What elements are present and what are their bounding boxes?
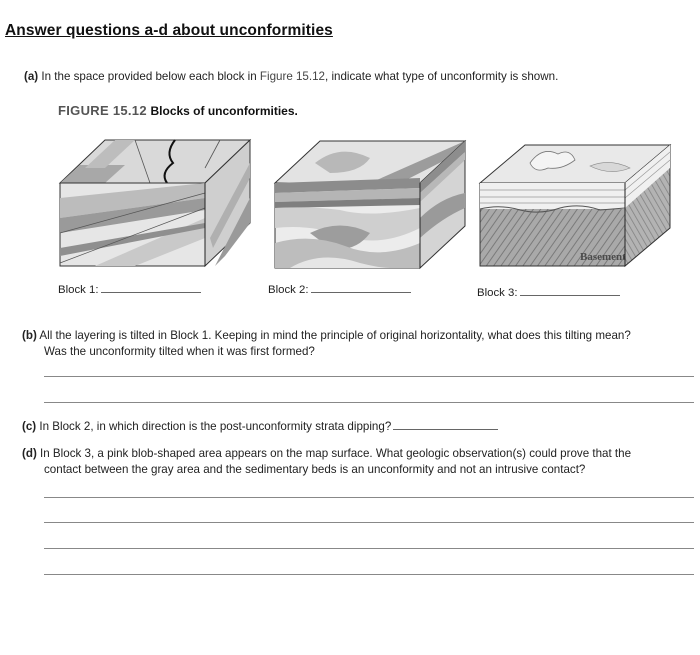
block-2-label-text: Block 2: — [268, 284, 309, 296]
figure-caption — [58, 103, 298, 118]
block-3-label — [477, 284, 620, 299]
question-c-answer-blank[interactable] — [393, 418, 498, 430]
worksheet-heading: Answer questions a-d about unconformities — [5, 22, 333, 39]
question-d-label: (d) — [22, 447, 37, 460]
unconformity-block-diagrams — [55, 138, 675, 278]
question-a-text-before: In the space provided below each block in — [41, 70, 260, 83]
figure-reference: Figure 15.12 — [259, 70, 326, 83]
block-2-label — [268, 281, 411, 296]
question-d-line2: contact between the gray area and the sedimentary beds is an unconformity and not an intrusive contact? — [44, 463, 586, 476]
answer-line-d-3[interactable] — [44, 548, 694, 549]
question-a-label: (a) — [24, 70, 39, 83]
block-2-diagram — [275, 141, 465, 268]
answer-line-d-1[interactable] — [44, 497, 694, 498]
block-1-label-text: Block 1: — [58, 284, 99, 296]
question-c — [22, 418, 498, 435]
basement-label: Basement — [580, 251, 626, 263]
block-3-answer-blank[interactable] — [520, 284, 620, 296]
answer-line-b-2[interactable] — [44, 402, 694, 403]
question-b-label: (b) — [22, 329, 37, 342]
figure-number: FIGURE 15.12 — [58, 103, 147, 118]
block-1-answer-blank[interactable] — [101, 281, 201, 293]
answer-line-d-4[interactable] — [44, 574, 694, 575]
question-a-text-after: , indicate what type of unconformity is shown. — [325, 70, 559, 83]
figure-caption-text: Blocks of unconformities. — [150, 104, 298, 118]
question-b-line1: All the layering is tilted in Block 1. Keeping in mind the principle of original horizontality, what does this tilting mean? — [39, 329, 631, 342]
block-1-diagram — [60, 140, 250, 266]
question-d — [22, 446, 631, 462]
answer-line-d-2[interactable] — [44, 522, 694, 523]
block-2-answer-blank[interactable] — [311, 281, 411, 293]
question-c-text: In Block 2, in which direction is the post-unconformity strata dipping? — [39, 420, 392, 433]
question-a — [24, 69, 558, 85]
question-b — [22, 328, 631, 344]
block-3-diagram — [480, 145, 670, 266]
block-1-label — [58, 281, 201, 296]
question-c-label: (c) — [22, 420, 37, 433]
block-3-label-text: Block 3: — [477, 287, 518, 299]
question-b-line2: Was the unconformity tilted when it was first formed? — [44, 345, 315, 358]
answer-line-b-1[interactable] — [44, 376, 694, 377]
question-d-line1: In Block 3, a pink blob-shaped area appears on the map surface. What geologic observation(s) could prove that the — [40, 447, 632, 460]
